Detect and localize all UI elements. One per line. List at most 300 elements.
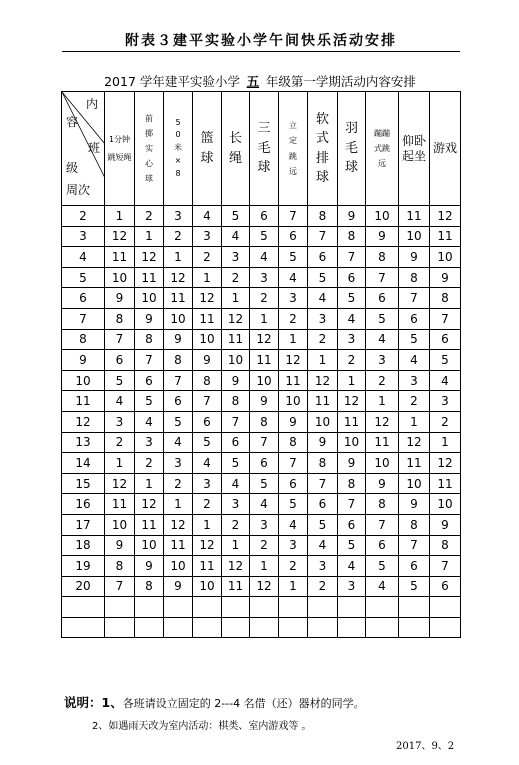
class-cell: 4 [279,514,308,535]
class-cell: 11 [193,556,222,577]
class-cell: 5 [222,206,250,227]
col-header [222,92,250,206]
week-cell: 9 [62,350,105,371]
class-cell: 8 [105,308,135,329]
class-cell: 3 [250,267,279,288]
class-cell: 11 [193,308,222,329]
class-cell: 11 [222,329,250,350]
class-cell: 5 [193,432,222,453]
class-cell: 11 [399,206,430,227]
class-cell: 7 [430,308,461,329]
class-cell: 10 [366,453,399,474]
class-cell: 7 [135,350,164,371]
class-cell: 3 [338,576,366,597]
class-cell: 2 [164,473,193,494]
class-cell: 11 [135,267,164,288]
table-row [62,494,461,515]
col-header [250,92,279,206]
week-cell: 5 [62,267,105,288]
class-cell: 7 [193,391,222,412]
col-header-label: 篮球 [200,131,214,166]
corner-label-nei: 内 [86,97,99,111]
class-cell: 2 [308,329,338,350]
class-cell: 4 [430,370,461,391]
class-cell: 5 [399,329,430,350]
class-cell: 3 [308,308,338,329]
table-row [62,411,461,432]
class-cell: 10 [222,350,250,371]
col-header-label: 羽毛球 [344,121,358,176]
class-cell: 3 [164,206,193,227]
class-cell: 3 [105,411,135,432]
class-cell: 12 [399,432,430,453]
table-row [62,226,461,247]
table-row [62,206,461,227]
class-cell: 12 [308,370,338,391]
class-cell: 8 [366,247,399,268]
class-cell: 1 [164,494,193,515]
class-cell [430,617,461,638]
class-cell [338,597,366,618]
class-cell: 10 [164,308,193,329]
class-cell: 1 [399,411,430,432]
class-cell: 2 [222,267,250,288]
class-cell: 7 [430,556,461,577]
class-cell: 10 [338,432,366,453]
table-row [62,308,461,329]
col-header [430,92,461,206]
week-cell: 8 [62,329,105,350]
class-cell: 12 [338,391,366,412]
table-row [62,432,461,453]
class-cell [366,597,399,618]
class-cell: 12 [164,267,193,288]
class-cell: 3 [366,350,399,371]
class-cell: 6 [193,411,222,432]
class-cell: 1 [222,288,250,309]
class-cell: 10 [366,206,399,227]
class-cell: 6 [308,247,338,268]
col-header [164,92,193,206]
class-cell: 11 [430,226,461,247]
class-cell: 8 [222,391,250,412]
class-cell: 4 [338,556,366,577]
class-cell: 2 [338,350,366,371]
week-cell [62,597,105,618]
class-cell: 5 [105,370,135,391]
class-cell: 9 [279,411,308,432]
class-cell: 6 [366,535,399,556]
class-cell: 7 [338,494,366,515]
class-cell: 12 [250,329,279,350]
class-cell: 9 [135,556,164,577]
corner-label-ban: 班 [88,141,101,155]
class-cell: 11 [399,453,430,474]
class-cell: 1 [250,556,279,577]
class-cell: 6 [105,350,135,371]
class-cell: 3 [399,370,430,391]
class-cell: 9 [399,494,430,515]
class-cell: 8 [338,473,366,494]
class-cell: 1 [366,391,399,412]
class-cell: 8 [430,535,461,556]
class-cell: 11 [308,391,338,412]
class-cell: 1 [430,432,461,453]
class-cell: 9 [222,370,250,391]
class-cell: 4 [366,576,399,597]
table-row [62,514,461,535]
title-grade: 五 [246,74,260,89]
class-cell: 3 [193,226,222,247]
col-header-label: 1分钟跳短绳 [107,134,132,162]
class-cell: 7 [366,267,399,288]
class-cell: 7 [308,226,338,247]
class-cell: 7 [338,247,366,268]
class-cell: 6 [250,206,279,227]
class-cell: 7 [164,370,193,391]
class-cell: 8 [430,288,461,309]
class-cell: 10 [399,473,430,494]
class-cell: 7 [366,514,399,535]
col-header [308,92,338,206]
class-cell: 10 [399,226,430,247]
class-cell [399,597,430,618]
class-cell [250,617,279,638]
class-cell: 1 [222,535,250,556]
class-cell: 2 [164,226,193,247]
class-cell [193,597,222,618]
class-cell: 11 [279,370,308,391]
class-cell: 6 [399,556,430,577]
class-cell: 6 [279,226,308,247]
class-cell: 5 [279,247,308,268]
class-cell: 6 [366,288,399,309]
col-header [366,92,399,206]
class-cell: 12 [279,350,308,371]
class-cell: 1 [193,267,222,288]
class-cell: 6 [430,329,461,350]
class-cell: 1 [250,308,279,329]
class-cell: 1 [279,576,308,597]
class-cell: 7 [279,453,308,474]
class-cell: 4 [366,329,399,350]
class-cell: 9 [193,350,222,371]
class-cell: 10 [105,267,135,288]
class-cell: 1 [338,370,366,391]
class-cell: 8 [399,514,430,535]
class-cell: 9 [308,432,338,453]
class-cell [193,617,222,638]
table-row [62,453,461,474]
corner-cell [62,92,105,206]
class-cell: 5 [308,514,338,535]
col-header [193,92,222,206]
class-cell: 8 [250,411,279,432]
class-cell: 5 [250,473,279,494]
table-row [62,267,461,288]
class-cell: 7 [399,535,430,556]
class-cell: 12 [164,514,193,535]
class-cell: 10 [250,370,279,391]
class-cell: 5 [366,308,399,329]
col-header-label: 50米×8 [174,117,182,178]
class-cell: 8 [135,329,164,350]
col-header-label: 仰卧起坐 [401,134,426,163]
note-lead: 说明：1、 [64,695,123,710]
title-prefix: 2017 学年建平实验小学 [104,74,240,89]
col-header-label: 长绳 [228,131,242,166]
class-cell: 5 [250,226,279,247]
col-header [105,92,135,206]
class-cell: 2 [135,206,164,227]
week-cell: 6 [62,288,105,309]
class-cell: 2 [308,576,338,597]
note-line-2: 2、如遇雨天改为室内活动：棋类、室内游戏等 。 [92,721,312,732]
class-cell: 1 [193,514,222,535]
class-cell: 11 [135,514,164,535]
class-cell: 2 [250,535,279,556]
class-cell: 12 [135,247,164,268]
class-cell: 11 [164,288,193,309]
week-cell: 18 [62,535,105,556]
table-row [62,597,461,618]
week-cell: 10 [62,370,105,391]
class-cell: 6 [430,576,461,597]
class-cell: 11 [105,247,135,268]
class-cell: 4 [250,494,279,515]
week-cell: 20 [62,576,105,597]
class-cell: 4 [193,206,222,227]
class-cell: 4 [399,350,430,371]
class-cell: 5 [338,535,366,556]
class-cell [279,597,308,618]
col-header-label: 游戏 [432,141,457,156]
week-cell: 13 [62,432,105,453]
class-cell: 3 [135,432,164,453]
class-cell: 3 [279,288,308,309]
class-cell: 4 [308,535,338,556]
class-cell: 5 [222,453,250,474]
class-cell: 1 [135,473,164,494]
col-header-label: 立定跳远 [289,121,297,176]
class-cell: 12 [222,308,250,329]
class-cell: 4 [105,391,135,412]
class-cell: 12 [430,206,461,227]
class-cell: 9 [105,535,135,556]
header-row [62,92,461,206]
class-cell: 12 [430,453,461,474]
class-cell: 1 [279,329,308,350]
class-cell: 11 [430,473,461,494]
class-cell: 5 [308,267,338,288]
table-row [62,617,461,638]
class-cell [308,617,338,638]
class-cell: 3 [164,453,193,474]
class-cell: 7 [250,432,279,453]
class-cell: 5 [430,350,461,371]
class-cell: 1 [105,206,135,227]
class-cell: 9 [164,576,193,597]
class-cell: 10 [193,576,222,597]
class-cell: 10 [279,391,308,412]
class-cell: 3 [279,535,308,556]
class-cell: 3 [430,391,461,412]
table-row [62,556,461,577]
col-header [399,92,430,206]
class-cell: 5 [399,576,430,597]
week-cell: 17 [62,514,105,535]
class-cell: 9 [430,514,461,535]
class-cell: 7 [399,288,430,309]
class-cell: 11 [222,576,250,597]
class-cell [250,597,279,618]
class-cell: 12 [105,226,135,247]
class-cell: 9 [250,391,279,412]
class-cell: 7 [308,473,338,494]
class-cell: 10 [430,494,461,515]
class-cell: 7 [105,576,135,597]
table-row [62,329,461,350]
class-cell: 8 [308,206,338,227]
week-cell: 15 [62,473,105,494]
class-cell [105,597,135,618]
table-row [62,247,461,268]
col-header-label: 软式排球 [315,111,329,185]
class-cell: 9 [338,453,366,474]
class-cell [222,617,250,638]
class-cell: 4 [250,247,279,268]
class-cell: 2 [279,308,308,329]
class-cell: 1 [308,350,338,371]
class-cell: 8 [105,556,135,577]
week-cell: 4 [62,247,105,268]
class-cell: 5 [135,391,164,412]
class-cell: 1 [135,226,164,247]
table-title [60,72,460,90]
class-cell: 7 [222,411,250,432]
class-cell: 7 [279,206,308,227]
class-cell: 11 [366,432,399,453]
class-cell [338,617,366,638]
class-cell: 3 [222,494,250,515]
class-cell: 10 [135,288,164,309]
class-cell: 12 [366,411,399,432]
class-cell: 2 [193,247,222,268]
class-cell [164,597,193,618]
table-row [62,350,461,371]
class-cell: 12 [193,535,222,556]
class-cell: 8 [399,267,430,288]
table-row [62,473,461,494]
class-cell: 3 [250,514,279,535]
schedule-body [62,206,461,638]
class-cell: 9 [338,206,366,227]
class-cell: 10 [193,329,222,350]
class-cell: 8 [366,494,399,515]
class-cell: 8 [135,576,164,597]
class-cell [135,617,164,638]
class-cell: 4 [193,453,222,474]
class-cell: 12 [193,288,222,309]
class-cell: 2 [193,494,222,515]
class-cell: 10 [135,535,164,556]
class-cell: 4 [164,432,193,453]
week-cell [62,617,105,638]
class-cell [279,617,308,638]
class-cell: 8 [338,226,366,247]
class-cell [366,617,399,638]
class-cell [105,617,135,638]
document-date: 2017、9、2 [396,741,455,752]
class-cell: 9 [366,226,399,247]
header-rule [62,51,460,52]
class-cell: 2 [366,370,399,391]
table-row [62,391,461,412]
class-cell: 2 [135,453,164,474]
col-header [338,92,366,206]
note-text-1: 各班请设立固定的 2---4 名借（还）器材的同学。 [122,697,365,710]
col-header [135,92,164,206]
week-cell: 14 [62,453,105,474]
class-cell: 5 [366,556,399,577]
class-cell: 12 [105,473,135,494]
class-cell: 2 [222,514,250,535]
class-cell: 10 [308,411,338,432]
table-row [62,370,461,391]
class-cell: 12 [135,494,164,515]
col-header-label: 蹦蹦式跳远 [374,128,390,169]
class-cell: 11 [105,494,135,515]
class-cell: 2 [105,432,135,453]
class-cell: 8 [164,350,193,371]
class-cell: 2 [279,556,308,577]
class-cell: 1 [105,453,135,474]
class-cell: 6 [250,453,279,474]
class-cell: 2 [399,391,430,412]
class-cell: 9 [105,288,135,309]
class-cell: 8 [193,370,222,391]
class-cell: 5 [164,411,193,432]
class-cell: 1 [164,247,193,268]
class-cell: 11 [164,535,193,556]
week-cell: 12 [62,411,105,432]
week-cell: 7 [62,308,105,329]
class-cell: 4 [279,267,308,288]
class-cell [222,597,250,618]
col-header-label: 三毛球 [257,121,271,176]
class-cell: 10 [164,556,193,577]
class-cell: 10 [105,514,135,535]
class-cell [164,617,193,638]
class-cell [308,597,338,618]
class-cell: 11 [338,411,366,432]
document-header: 附表３建平实验小学午间快乐活动安排 [125,33,397,49]
class-cell: 3 [338,329,366,350]
col-header-label: 前掷实心球 [145,113,153,184]
class-cell: 6 [338,267,366,288]
class-cell: 8 [308,453,338,474]
table-row [62,288,461,309]
schedule-table [61,91,461,638]
class-cell: 9 [164,329,193,350]
class-cell: 12 [250,576,279,597]
class-cell [135,597,164,618]
title-suffix: 年级第一学期活动内容安排 [265,74,416,89]
class-cell: 4 [222,473,250,494]
class-cell: 6 [222,432,250,453]
class-cell: 5 [338,288,366,309]
class-cell: 4 [135,411,164,432]
